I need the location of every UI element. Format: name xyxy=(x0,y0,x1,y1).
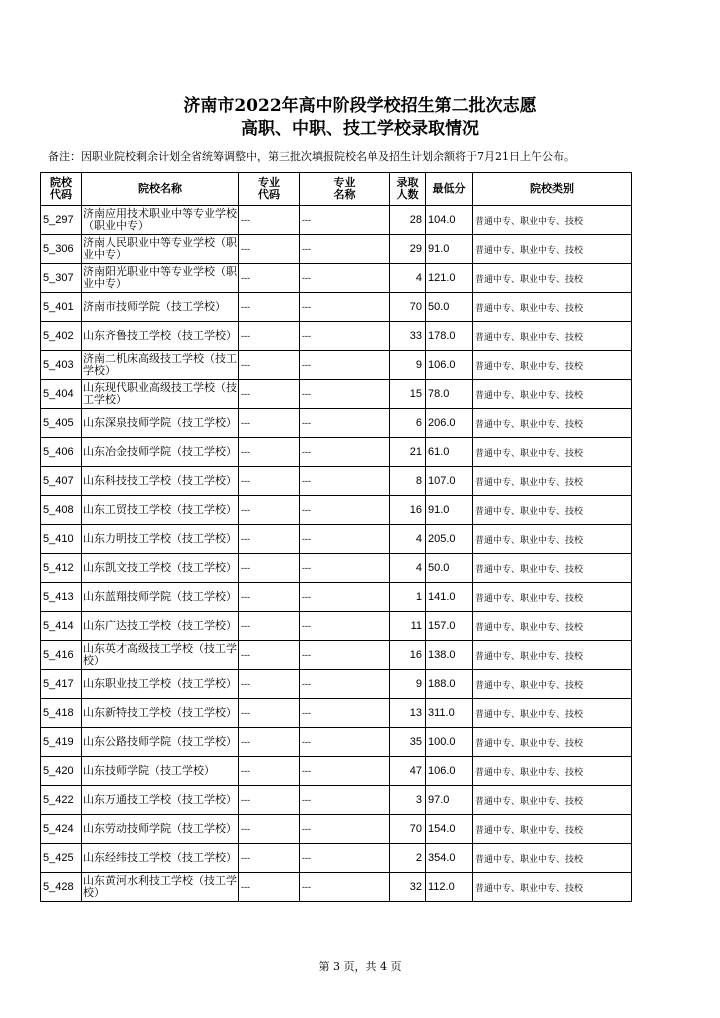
cell-major-name: --- xyxy=(300,699,390,728)
cell-admitted: 16 xyxy=(390,641,426,670)
cell-admitted: 9 xyxy=(390,351,426,380)
table-row xyxy=(41,206,632,235)
cell-name: 山东齐鲁技工学校（技工学校） xyxy=(82,322,239,351)
cell-major-name: --- xyxy=(300,467,390,496)
cell-category: 普通中专、职业中专、技校 xyxy=(473,786,632,815)
cell-min-score: 50.0 xyxy=(426,293,473,322)
cell-code: 5_402 xyxy=(41,322,82,351)
page-footer: 第 3 页，共 4 页 xyxy=(318,960,402,973)
cell-code: 5_406 xyxy=(41,438,82,467)
cell-category: 普通中专、职业中专、技校 xyxy=(473,206,632,235)
cell-category: 普通中专、职业中专、技校 xyxy=(473,467,632,496)
cell-min-score: 104.0 xyxy=(426,206,473,235)
cell-major-name: --- xyxy=(300,554,390,583)
cell-min-score: 154.0 xyxy=(426,815,473,844)
cell-admitted: 29 xyxy=(390,235,426,264)
cell-code: 5_428 xyxy=(41,873,82,902)
cell-name: 山东技师学院（技工学校） xyxy=(82,757,239,786)
page-subtitle: 高职、中职、技工学校录取情况 xyxy=(241,119,479,139)
cell-min-score: 97.0 xyxy=(426,786,473,815)
cell-name: 山东万通技工学校（技工学校） xyxy=(82,786,239,815)
header-code: 院校代码 xyxy=(41,173,82,206)
cell-major-code: --- xyxy=(239,844,300,873)
table-row xyxy=(41,467,632,496)
header-min-score: 最低分 xyxy=(426,173,473,206)
cell-major-code: --- xyxy=(239,728,300,757)
table-header-row xyxy=(41,173,632,206)
cell-min-score: 206.0 xyxy=(426,409,473,438)
cell-name: 山东职业技工学校（技工学校） xyxy=(82,670,239,699)
cell-admitted: 70 xyxy=(390,815,426,844)
cell-code: 5_419 xyxy=(41,728,82,757)
cell-name: 山东经纬技工学校（技工学校） xyxy=(82,844,239,873)
cell-code: 5_297 xyxy=(41,206,82,235)
cell-category: 普通中专、职业中专、技校 xyxy=(473,757,632,786)
cell-admitted: 21 xyxy=(390,438,426,467)
cell-admitted: 9 xyxy=(390,670,426,699)
cell-major-code: --- xyxy=(239,351,300,380)
cell-major-code: --- xyxy=(239,815,300,844)
cell-major-code: --- xyxy=(239,699,300,728)
cell-name: 山东新特技工学校（技工学校） xyxy=(82,699,239,728)
cell-category: 普通中专、职业中专、技校 xyxy=(473,873,632,902)
table-row xyxy=(41,583,632,612)
table-row xyxy=(41,525,632,554)
cell-major-code: --- xyxy=(239,322,300,351)
cell-name: 山东深泉技师学院（技工学校） xyxy=(82,409,239,438)
cell-major-code: --- xyxy=(239,554,300,583)
cell-major-code: --- xyxy=(239,264,300,293)
cell-major-code: --- xyxy=(239,235,300,264)
cell-min-score: 157.0 xyxy=(426,612,473,641)
cell-min-score: 354.0 xyxy=(426,844,473,873)
note-text: 备注：因职业院校剩余计划全省统筹调整中，第三批次填报院校名单及招生计划余额将于7月21日上午公布。 xyxy=(48,150,575,163)
header-major-name: 专业名称 xyxy=(300,173,390,206)
cell-category: 普通中专、职业中专、技校 xyxy=(473,554,632,583)
cell-major-code: --- xyxy=(239,757,300,786)
cell-admitted: 2 xyxy=(390,844,426,873)
table-row xyxy=(41,699,632,728)
cell-category: 普通中专、职业中专、技校 xyxy=(473,322,632,351)
cell-admitted: 11 xyxy=(390,612,426,641)
table-row xyxy=(41,612,632,641)
cell-name: 山东广达技工学校（技工学校） xyxy=(82,612,239,641)
cell-name: 山东科技技工学校（技工学校） xyxy=(82,467,239,496)
cell-major-name: --- xyxy=(300,206,390,235)
cell-name: 山东公路技师学院（技工学校） xyxy=(82,728,239,757)
cell-admitted: 4 xyxy=(390,525,426,554)
cell-major-code: --- xyxy=(239,612,300,641)
cell-category: 普通中专、职业中专、技校 xyxy=(473,351,632,380)
cell-code: 5_401 xyxy=(41,293,82,322)
table-row xyxy=(41,322,632,351)
cell-code: 5_412 xyxy=(41,554,82,583)
cell-admitted: 6 xyxy=(390,409,426,438)
cell-code: 5_416 xyxy=(41,641,82,670)
cell-code: 5_413 xyxy=(41,583,82,612)
cell-major-name: --- xyxy=(300,235,390,264)
cell-name: 山东工贸技工学校（技工学校） xyxy=(82,496,239,525)
table-row xyxy=(41,496,632,525)
cell-code: 5_307 xyxy=(41,264,82,293)
cell-min-score: 107.0 xyxy=(426,467,473,496)
cell-admitted: 28 xyxy=(390,206,426,235)
table-row xyxy=(41,351,632,380)
cell-code: 5_424 xyxy=(41,815,82,844)
cell-name: 山东力明技工学校（技工学校） xyxy=(82,525,239,554)
cell-major-name: --- xyxy=(300,525,390,554)
cell-major-code: --- xyxy=(239,293,300,322)
cell-category: 普通中专、职业中专、技校 xyxy=(473,438,632,467)
cell-code: 5_414 xyxy=(41,612,82,641)
cell-category: 普通中专、职业中专、技校 xyxy=(473,670,632,699)
cell-name: 济南市技师学院（技工学校） xyxy=(82,293,239,322)
cell-name: 济南人民职业中等专业学校（职业中专） xyxy=(82,235,239,264)
cell-admitted: 33 xyxy=(390,322,426,351)
table-row xyxy=(41,728,632,757)
table-row xyxy=(41,641,632,670)
cell-min-score: 91.0 xyxy=(426,235,473,264)
cell-major-name: --- xyxy=(300,380,390,409)
cell-category: 普通中专、职业中专、技校 xyxy=(473,409,632,438)
cell-admitted: 32 xyxy=(390,873,426,902)
cell-major-name: --- xyxy=(300,583,390,612)
cell-admitted: 47 xyxy=(390,757,426,786)
cell-category: 普通中专、职业中专、技校 xyxy=(473,496,632,525)
cell-admitted: 1 xyxy=(390,583,426,612)
cell-code: 5_418 xyxy=(41,699,82,728)
cell-code: 5_403 xyxy=(41,351,82,380)
table-row xyxy=(41,409,632,438)
cell-major-code: --- xyxy=(239,525,300,554)
cell-major-name: --- xyxy=(300,786,390,815)
cell-major-name: --- xyxy=(300,612,390,641)
cell-category: 普通中专、职业中专、技校 xyxy=(473,612,632,641)
cell-admitted: 70 xyxy=(390,293,426,322)
cell-major-code: --- xyxy=(239,380,300,409)
cell-category: 普通中专、职业中专、技校 xyxy=(473,699,632,728)
cell-min-score: 78.0 xyxy=(426,380,473,409)
cell-code: 5_404 xyxy=(41,380,82,409)
cell-major-name: --- xyxy=(300,438,390,467)
cell-min-score: 50.0 xyxy=(426,554,473,583)
header-category: 院校类别 xyxy=(473,173,632,206)
cell-min-score: 121.0 xyxy=(426,264,473,293)
cell-major-code: --- xyxy=(239,409,300,438)
cell-code: 5_306 xyxy=(41,235,82,264)
table-row xyxy=(41,757,632,786)
table-row xyxy=(41,873,632,902)
cell-major-name: --- xyxy=(300,293,390,322)
cell-name: 山东冶金技师学院（技工学校） xyxy=(82,438,239,467)
cell-min-score: 112.0 xyxy=(426,873,473,902)
cell-min-score: 61.0 xyxy=(426,438,473,467)
cell-code: 5_425 xyxy=(41,844,82,873)
cell-name: 山东凯文技工学校（技工学校） xyxy=(82,554,239,583)
cell-major-code: --- xyxy=(239,641,300,670)
cell-name: 山东现代职业高级技工学校（技工学校） xyxy=(82,380,239,409)
header-admitted: 录取人数 xyxy=(390,173,426,206)
cell-major-name: --- xyxy=(300,409,390,438)
cell-category: 普通中专、职业中专、技校 xyxy=(473,583,632,612)
cell-admitted: 35 xyxy=(390,728,426,757)
table-row xyxy=(41,380,632,409)
admission-table xyxy=(40,172,632,902)
header-major-code: 专业代码 xyxy=(239,173,300,206)
cell-code: 5_422 xyxy=(41,786,82,815)
cell-name: 济南阳光职业中等专业学校（职业中专） xyxy=(82,264,239,293)
cell-major-code: --- xyxy=(239,583,300,612)
table-row xyxy=(41,786,632,815)
cell-major-name: --- xyxy=(300,641,390,670)
table-row xyxy=(41,844,632,873)
cell-major-name: --- xyxy=(300,815,390,844)
cell-major-code: --- xyxy=(239,438,300,467)
cell-major-name: --- xyxy=(300,351,390,380)
table-row xyxy=(41,235,632,264)
cell-major-code: --- xyxy=(239,496,300,525)
cell-code: 5_420 xyxy=(41,757,82,786)
cell-min-score: 205.0 xyxy=(426,525,473,554)
cell-category: 普通中专、职业中专、技校 xyxy=(473,641,632,670)
cell-name: 山东黄河水利技工学校（技工学校） xyxy=(82,873,239,902)
cell-code: 5_417 xyxy=(41,670,82,699)
cell-min-score: 100.0 xyxy=(426,728,473,757)
cell-min-score: 106.0 xyxy=(426,351,473,380)
cell-major-code: --- xyxy=(239,206,300,235)
table-row xyxy=(41,815,632,844)
cell-major-name: --- xyxy=(300,264,390,293)
cell-category: 普通中专、职业中专、技校 xyxy=(473,815,632,844)
cell-major-name: --- xyxy=(300,322,390,351)
cell-major-name: --- xyxy=(300,873,390,902)
cell-major-code: --- xyxy=(239,670,300,699)
cell-code: 5_405 xyxy=(41,409,82,438)
cell-code: 5_407 xyxy=(41,467,82,496)
cell-major-name: --- xyxy=(300,844,390,873)
cell-min-score: 178.0 xyxy=(426,322,473,351)
cell-admitted: 4 xyxy=(390,554,426,583)
header-name: 院校名称 xyxy=(82,173,239,206)
cell-min-score: 91.0 xyxy=(426,496,473,525)
cell-admitted: 15 xyxy=(390,380,426,409)
cell-min-score: 106.0 xyxy=(426,757,473,786)
cell-name: 山东蓝翔技师学院（技工学校） xyxy=(82,583,239,612)
cell-major-name: --- xyxy=(300,670,390,699)
page-title: 济南市2022年高中阶段学校招生第二批次志愿 xyxy=(183,96,537,116)
cell-category: 普通中专、职业中专、技校 xyxy=(473,293,632,322)
cell-category: 普通中专、职业中专、技校 xyxy=(473,525,632,554)
cell-major-code: --- xyxy=(239,786,300,815)
cell-name: 山东劳动技师学院（技工学校） xyxy=(82,815,239,844)
cell-min-score: 138.0 xyxy=(426,641,473,670)
cell-min-score: 311.0 xyxy=(426,699,473,728)
cell-major-name: --- xyxy=(300,757,390,786)
cell-category: 普通中专、职业中专、技校 xyxy=(473,844,632,873)
cell-name: 济南二机床高级技工学校（技工学校） xyxy=(82,351,239,380)
cell-category: 普通中专、职业中专、技校 xyxy=(473,264,632,293)
cell-major-code: --- xyxy=(239,467,300,496)
cell-code: 5_410 xyxy=(41,525,82,554)
table-row xyxy=(41,438,632,467)
cell-admitted: 16 xyxy=(390,496,426,525)
cell-major-name: --- xyxy=(300,728,390,757)
table-row xyxy=(41,670,632,699)
table-row xyxy=(41,264,632,293)
cell-category: 普通中专、职业中专、技校 xyxy=(473,235,632,264)
cell-min-score: 188.0 xyxy=(426,670,473,699)
cell-admitted: 4 xyxy=(390,264,426,293)
table-body xyxy=(41,206,632,902)
cell-admitted: 13 xyxy=(390,699,426,728)
cell-name: 济南应用技术职业中等专业学校（职业中专） xyxy=(82,206,239,235)
table-row xyxy=(41,293,632,322)
cell-category: 普通中专、职业中专、技校 xyxy=(473,728,632,757)
cell-category: 普通中专、职业中专、技校 xyxy=(473,380,632,409)
cell-name: 山东英才高级技工学校（技工学校） xyxy=(82,641,239,670)
table-row xyxy=(41,554,632,583)
cell-admitted: 3 xyxy=(390,786,426,815)
cell-min-score: 141.0 xyxy=(426,583,473,612)
cell-admitted: 8 xyxy=(390,467,426,496)
cell-major-name: --- xyxy=(300,496,390,525)
cell-major-code: --- xyxy=(239,873,300,902)
cell-code: 5_408 xyxy=(41,496,82,525)
